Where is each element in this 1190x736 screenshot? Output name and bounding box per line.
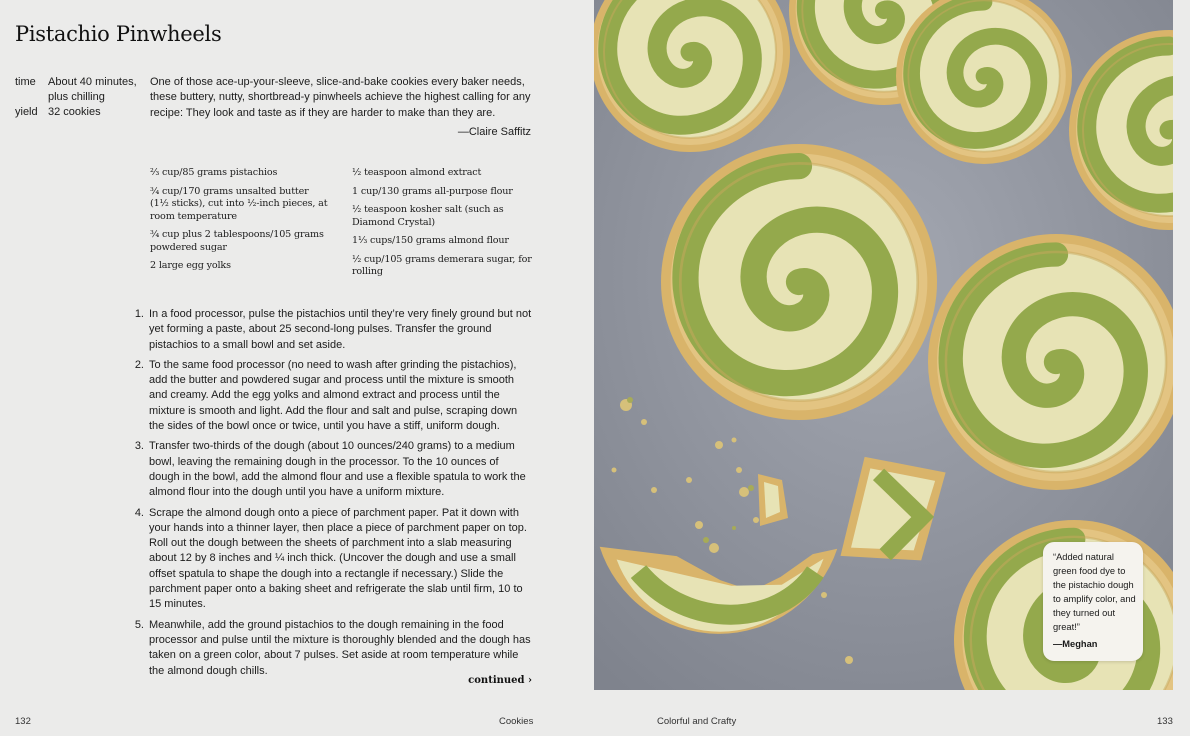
ingredient-item: 2 large egg yolks (150, 260, 231, 271)
method-step (130, 618, 532, 679)
ingredient-item: ½ teaspoon kosher salt (such as Diamond Crystal) (352, 204, 504, 228)
time-label: time (15, 76, 36, 88)
method-step (130, 506, 532, 613)
ingredient-item: ⅔ cup/85 grams pistachios (150, 167, 278, 178)
method-step (130, 307, 532, 353)
continued-link[interactable]: continued › (468, 675, 532, 686)
step-text: Meanwhile, add the ground pistachios to the dough remaining in the food processor and pulse until the mixture is thoroughly blended and the dough has taken on a green color, about 7 pulses. Set aside at room temperature while the almond dough chills. (149, 618, 531, 677)
quote-text: “Added natural green food dye to the pistachio dough to amplify color, and they turned out great!” (1053, 552, 1136, 632)
method-step (130, 358, 532, 434)
ingredient-item: ¾ cup plus 2 tablespoons/105 grams powdered sugar (150, 229, 324, 253)
quote-bubble (1043, 542, 1143, 661)
step-number: 3. (134, 440, 144, 453)
left-page (0, 0, 594, 736)
ingredient-item: ½ teaspoon almond extract (352, 167, 482, 178)
step-text: In a food processor, pulse the pistachios until they’re very finely ground but not yet forming a paste, about 25 second-long pulses. Transfer the ground pistachios to a small bowl and set aside. (149, 308, 532, 351)
step-number: 5. (134, 618, 144, 631)
ingredient-item: ½ cup/105 grams demerara sugar, for rolling (352, 253, 532, 277)
yield-label: yield (15, 106, 38, 118)
step-text: To the same food processor (no need to wash after grinding the pistachios), add the butter and powdered sugar and process until the mixture is smooth and creamy. Add the egg yolks and almond extract and process until the mixture is smooth and light. Add the flour and salt and pulse, scraping down the sides of the bowl once or twice, until you have a stiff, uniform dough. (149, 358, 518, 433)
time-value: About 40 minutes, plus chilling (48, 76, 137, 103)
step-text: Scrape the almond dough onto a piece of parchment paper. Pat it down with your hands into a thinner layer, then place a piece of parchment paper on top. Roll out the dough between the sheets of parchment into a slab measuring about 12 by 8 inches and ¼ inch thick. (Uncover the dough and use a small offset spatula to shape the dough into a rectangle if necessary.) Slide the parchment paper onto a baking sheet and refrigerate the slab until firm, 10 to 15 minutes. (149, 506, 527, 611)
ingredient-item: ¾ cup/170 grams unsalted butter (1½ sticks), cut into ½-inch pieces, at room temperature (150, 185, 328, 222)
step-text: Transfer two-thirds of the dough (about 10 ounces/240 grams) to a medium bowl, leaving the remaining dough in the processor. To the 10 ounces of dough in the bowl, add the almond flour and use a flexible spatula to work the almond flour into the dough until you have a uniform mixture. (149, 440, 526, 499)
intro-attribution: —Claire Saffitz (457, 125, 531, 138)
step-number: 4. (134, 506, 144, 519)
recipe-title: Pistachio Pinwheels (15, 22, 222, 46)
recipe-intro (150, 75, 531, 140)
intro-text: One of those ace-up-your-sleeve, slice-and-bake cookies every baker needs, these buttery, nutty, shortbread-y pinwheels achieve the highest calling for any recipe: They look and taste as if they are harder to make than they are. (150, 76, 531, 119)
ingredient-item: 1 cup/130 grams all-purpose flour (352, 185, 513, 197)
step-number: 2. (134, 358, 144, 371)
quote-author: —Meghan (1053, 639, 1098, 649)
yield-value: 32 cookies (48, 106, 101, 118)
page-number-left: 132 (15, 716, 31, 727)
page-number-right: 133 (1157, 716, 1173, 727)
section-name-right: Colorful and Crafty (657, 716, 737, 727)
ingredients-column-1 (150, 167, 330, 279)
method-step (130, 439, 532, 500)
ingredients-column-2 (352, 167, 532, 285)
step-number: 1. (134, 308, 144, 320)
section-name-left: Cookies (499, 716, 534, 727)
ingredient-item: 1⅓ cups/150 grams almond flour (352, 235, 509, 246)
method-steps (130, 307, 532, 684)
